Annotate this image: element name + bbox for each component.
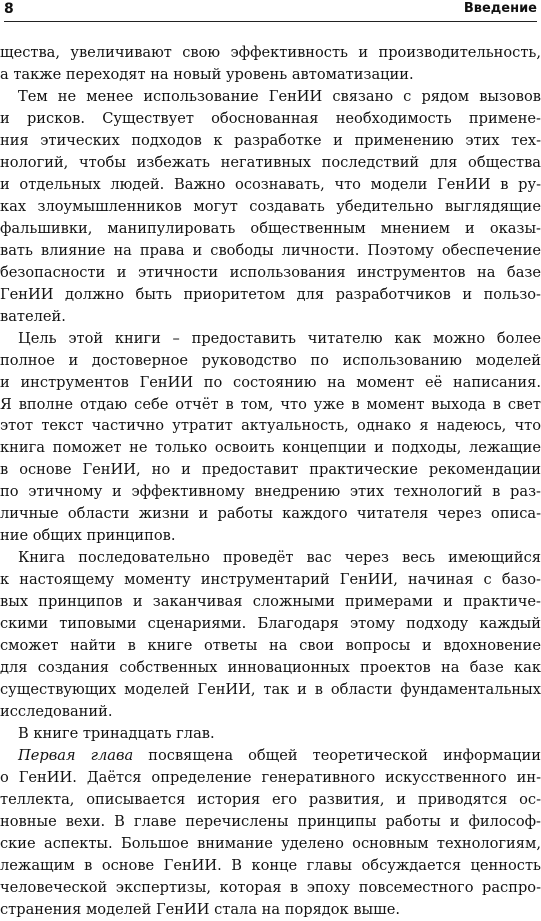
text-line: [0, 745, 541, 767]
text-line: книга поможет не только освоить концепции и подходы, лежащие: [0, 439, 541, 457]
text-line: человеческой экспертизы, которая в эпоху повсеместного распро-: [0, 878, 541, 896]
text-line: скими типовыми сценариями. Благодаря этому подходу каждый: [0, 615, 541, 633]
text-line: существующих моделей ГенИИ, так и в области фундаментальных: [0, 681, 541, 699]
paragraph: [0, 547, 541, 723]
text-line: ние общих принципов.: [0, 527, 176, 545]
text-line: безопасности и этичности использования инструментов на базе: [0, 263, 541, 281]
text-line: щества, увеличивают свою эффективность и производительность,: [0, 44, 541, 61]
page-number: 8: [4, 1, 14, 17]
header-rule: [4, 21, 537, 22]
text-line: Цель этой книги – предоставить читателю как можно более: [18, 329, 541, 347]
text-line: Тем не менее использование ГенИИ связано с рядом вызовов: [18, 87, 541, 105]
text-line: этот текст частично утратит актуальность, однако я надеюсь, что: [0, 417, 541, 435]
text-line: ния этических подходов к разработке и применению этих тех-: [0, 131, 541, 149]
section-title: Введение: [463, 1, 537, 16]
text-line: ках злоумышленников могут создавать убедительно выглядящие: [0, 197, 541, 215]
text-line: фальшивки, манипулировать общественным мнением и оказы-: [0, 219, 541, 237]
text-run: посвящена общей теоретической информации: [133, 747, 541, 764]
text-line: личные области жизни и работы каждого читателя через описа-: [0, 505, 541, 523]
paragraph: [0, 745, 541, 921]
text-line: нологий, чтобы избежать негативных последствий для общества: [0, 153, 541, 171]
text-line: вателей.: [0, 307, 66, 325]
text-line: лежащим в основе ГенИИ. В конце главы обсуждается ценность: [0, 856, 541, 874]
text-line: а также переходят на новый уровень автоматизации.: [0, 65, 414, 83]
paragraph: [0, 723, 541, 745]
chapter-reference: Первая глава: [18, 747, 134, 764]
text-line: в основе ГенИИ, но и предоставит практические рекомендации: [0, 461, 541, 479]
text-line: теллекта, описывается история его развития, и приводятся ос-: [0, 790, 541, 808]
text-line: к настоящему моменту инструментарий ГенИИ, начиная с базо-: [0, 571, 541, 589]
body-text: [0, 42, 541, 921]
text-line: и инструментов ГенИИ по состоянию на момент её написания.: [0, 373, 541, 391]
text-line: и рисков. Существует обоснованная необходимость примене-: [0, 109, 541, 127]
text-line: по этичному и эффективному внедрению этих технологий в раз-: [0, 483, 541, 501]
text-line: ские аспекты. Большое внимание уделено основным технологиям,: [0, 834, 541, 852]
paragraph: [0, 42, 541, 86]
text-line: и отдельных людей. Важно осознавать, что модели ГенИИ в ру-: [0, 175, 541, 193]
text-line: новные вехи. В главе перечислены принципы работы и философ-: [0, 812, 541, 830]
text-line: вать влияние на права и свободы личности. Поэтому обеспечение: [0, 241, 541, 259]
text-line: Я вполне отдаю себе отчёт в том, что уже в момент выхода в свет: [0, 395, 541, 413]
text-line: полное и достоверное руководство по использованию моделей: [0, 351, 541, 369]
text-line: странения моделей ГенИИ стала на порядок выше.: [0, 900, 400, 918]
text-line: ГенИИ должно быть приоритетом для разработчиков и пользо-: [0, 285, 541, 303]
text-line: вых принципов и заканчивая сложными примерами и практиче-: [0, 593, 541, 611]
paragraph: [0, 328, 541, 548]
text-line: для создания собственных инновационных проектов на базе как: [0, 659, 541, 677]
paragraph: [0, 86, 541, 328]
running-header: [4, 0, 537, 20]
text-line: сможет найти в книге ответы на свои вопросы и вдохновение: [0, 637, 541, 655]
text-line: В книге тринадцать глав.: [18, 725, 215, 743]
text-line: Книга последовательно проведёт вас через весь имеющийся: [18, 549, 541, 567]
text-line: о ГенИИ. Даётся определение генеративного искусственного ин-: [0, 768, 541, 786]
text-line: исследований.: [0, 703, 113, 721]
